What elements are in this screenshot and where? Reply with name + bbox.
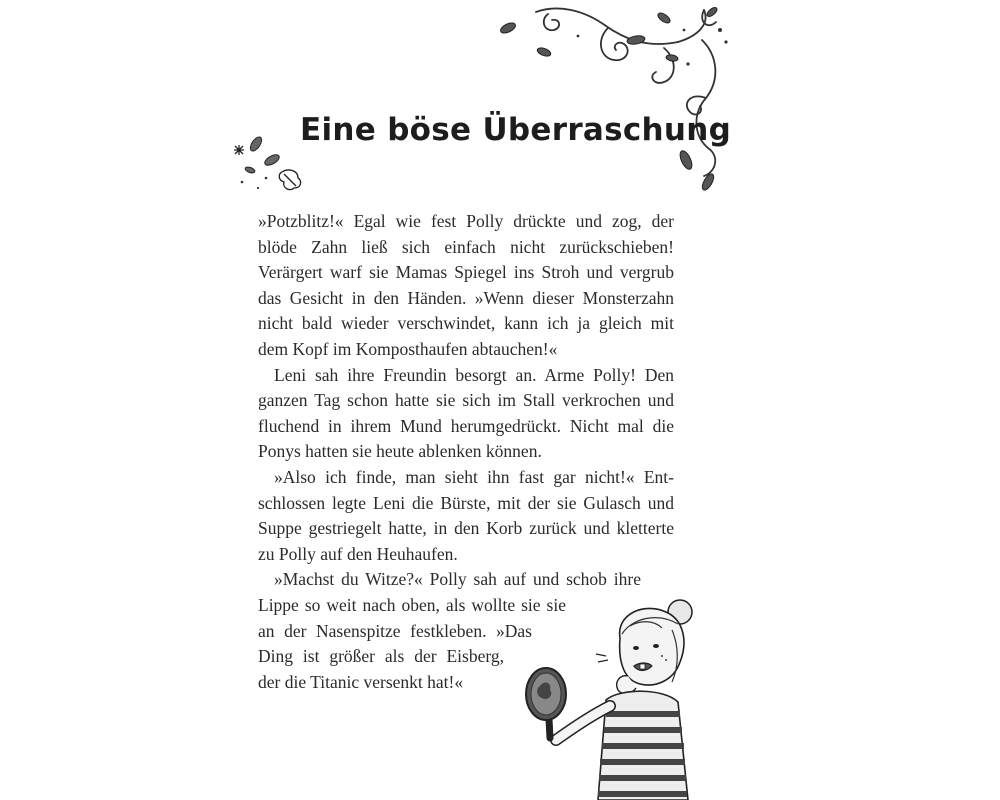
chapter-title: Eine böse Überraschung <box>300 112 732 148</box>
text-line: »Also ich finde, man sieht ihn fast gar nicht!« Ent- <box>274 466 674 487</box>
text-line: »Machst du Witze?« Polly sah auf und schob ihre <box>274 569 641 590</box>
paragraph-2 <box>258 363 674 465</box>
floral-swirl-ornament-icon <box>488 0 738 200</box>
text-line: zu Polly auf den Heuhaufen. <box>258 543 458 564</box>
paragraph-3 <box>258 465 674 567</box>
text-line: schlossen legte Leni die Bürste, mit der sie Gulasch und <box>258 492 674 513</box>
text-line: das Gesicht in den Händen. »Wenn dieser Monsterzahn <box>258 287 674 308</box>
girl-with-hand-mirror-illustration-icon <box>520 590 710 800</box>
paragraph-1 <box>258 209 674 363</box>
text-line: blöde Zahn ließ sich einfach nicht zurückschieben! <box>258 236 674 257</box>
text-line: an der Nasenspitze festkleben. »Das <box>258 620 532 641</box>
text-line: nicht bald wieder verschwindet, kann ich ja gleich mit <box>258 313 674 334</box>
text-line: Ponys hatten sie heute ablenken können. <box>258 441 542 462</box>
text-line: ganzen Tag schon hatte sie sich im Stall verkrochen und <box>258 390 674 411</box>
text-line: »Potzblitz!« Egal wie fest Polly drückte und zog, der <box>258 211 674 231</box>
text-line: dem Kopf im Komposthaufen abtauchen!« <box>258 338 558 359</box>
text-line: Lippe so weit nach oben, als wollte sie sie <box>258 594 566 615</box>
text-line: Leni sah ihre Freundin besorgt an. Arme Polly! Den <box>274 364 674 385</box>
text-line: Verärgert warf sie Mamas Spiegel ins Stroh und vergrub <box>258 262 674 283</box>
text-line: Ding ist größer als der Eisberg, <box>258 646 504 667</box>
text-line: fluchend in ihrem Mund herumgedrückt. Nicht mal die <box>258 415 674 436</box>
text-line: der die Titanic versenkt hat!« <box>258 671 464 692</box>
text-line: Suppe gestriegelt hatte, in den Korb zurück und kletterte <box>258 518 674 539</box>
